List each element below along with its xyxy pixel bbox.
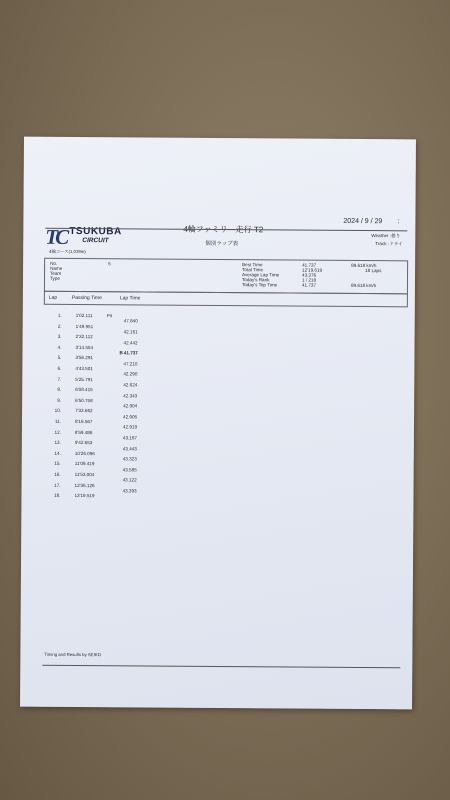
lap-time-value: 42.919 — [122, 424, 138, 430]
lap-time-value: 43.443 — [122, 445, 137, 451]
lap-number: 6. — [57, 365, 62, 371]
label-team: Team — [50, 270, 62, 276]
passing-time: 7'33.662 — [75, 408, 93, 414]
footer-rule — [42, 665, 400, 668]
passing-time: 13'19.519 — [74, 493, 95, 499]
driver-info-box — [44, 258, 408, 295]
lap-time — [124, 340, 138, 345]
footer-credit: Timing and Results by SEIKO — [44, 651, 102, 658]
lap-number: 9. — [57, 397, 62, 403]
logo-mark: TC — [45, 224, 67, 249]
lap-number: 4. — [57, 344, 62, 350]
passing-time: 4'43.501 — [75, 366, 93, 372]
lap-number: 12. — [54, 429, 61, 435]
pit-marker: Pit — [106, 313, 113, 319]
lap-time-value: 47.840 — [123, 318, 138, 324]
lap-number: 10. — [54, 408, 62, 414]
car-number: 5 — [108, 261, 111, 267]
passing-time: 11'53.004 — [74, 472, 95, 478]
label-best-time: Best Time — [242, 262, 263, 268]
course-name: 4輪コース(1,039m) — [49, 248, 86, 255]
todays-rank-value: 1 / 218 — [301, 277, 317, 283]
passing-time: 6'08.415 — [75, 387, 93, 393]
logo-text-tsukuba: TSUKUBA — [69, 225, 122, 238]
passing-time: 3'56.291 — [75, 355, 93, 361]
passing-time: 5'25.791 — [75, 376, 93, 382]
lap-time-value: 43.393 — [122, 488, 137, 494]
label-name: Name — [50, 265, 63, 271]
lap-number: 7. — [57, 376, 62, 382]
lap-number: 5. — [57, 355, 62, 361]
passing-time: 9'42.653 — [74, 440, 93, 446]
lap-time — [124, 329, 138, 334]
total-time-value: 12'19.619 — [302, 267, 323, 273]
top-speed-value: 89.618 km/h — [350, 282, 377, 289]
lap-number: 8. — [57, 387, 62, 393]
passing-time: 1'02.111 — [75, 313, 93, 319]
lap-time — [123, 414, 137, 419]
label-no: No. — [50, 260, 58, 266]
lap-number: 18. — [54, 493, 61, 499]
lap-time — [123, 361, 137, 366]
sheet-subtitle: 個別ラップ表 — [205, 240, 239, 248]
lap-time-value: 42.161 — [123, 329, 138, 335]
lap-number: 13. — [54, 440, 61, 446]
weather-label: Weather :曇り — [371, 233, 401, 239]
lap-time — [123, 435, 137, 440]
timing-sheet — [20, 137, 416, 710]
session-date: 2024 / 9 / 29 — [343, 217, 383, 226]
lap-number: 14. — [54, 450, 61, 456]
passing-time: 8'59.486 — [74, 429, 93, 435]
lap-time — [123, 456, 137, 461]
lap-time-value: 41.737 — [123, 350, 138, 356]
lap-time-value: 43.585 — [122, 467, 137, 473]
lap-number: 16. — [54, 471, 61, 477]
lap-number: 3. — [57, 334, 62, 340]
label-average-lap: Average Lap Time — [242, 272, 280, 278]
label-type: Type — [49, 275, 60, 281]
lap-time-value: 43.122 — [122, 477, 137, 483]
passing-time: 2'32.112 — [75, 334, 93, 340]
lap-time — [123, 382, 137, 387]
passing-time: 6'50.758 — [75, 397, 93, 403]
label-todays-rank: Today's Rank — [241, 277, 270, 283]
lap-time-value: 42.442 — [123, 339, 138, 345]
average-lap-value: 43.376 — [302, 272, 317, 278]
lap-time — [123, 393, 137, 398]
best-time-value: 41.737 — [302, 262, 317, 268]
lap-number: 2. — [57, 323, 62, 329]
lap-time — [123, 425, 137, 430]
lap-time-value: 42.290 — [123, 371, 138, 377]
lap-count-value: 18 Laps — [365, 268, 382, 274]
passing-time: 1'49.951 — [75, 323, 94, 329]
lap-time-value: 42.624 — [123, 382, 138, 388]
lap-time-value: 42.343 — [123, 392, 138, 398]
lap-number: 15. — [54, 461, 61, 467]
label-todays-top: Today's Top Time — [241, 282, 278, 288]
lap-number: 17. — [54, 482, 61, 488]
lap-number: 1. — [57, 312, 62, 318]
lap-time — [123, 488, 137, 493]
label-total-time: Total Time — [242, 267, 264, 273]
lap-number: 11. — [54, 418, 62, 424]
lap-time-value: 43.167 — [122, 435, 137, 441]
lap-time-value: 42.905 — [123, 414, 138, 420]
best-lap-marker: B — [119, 350, 123, 356]
passing-time: 8'16.567 — [74, 419, 93, 425]
passing-time: 12'36.126 — [74, 482, 95, 488]
best-lap-time — [119, 350, 137, 355]
passing-time: 10'26.096 — [74, 450, 95, 456]
passing-time: 11'09.419 — [74, 461, 95, 467]
column-passing-time: Passing Time — [71, 294, 102, 302]
todays-top-value: 41.737 — [301, 282, 317, 288]
time-colon: : — [397, 218, 400, 226]
lap-time — [123, 446, 137, 451]
passing-time: 3'14.554 — [75, 344, 94, 350]
logo-text-circuit: CIRCUIT — [82, 237, 109, 245]
lap-table-header — [44, 291, 408, 308]
column-lap-time: Lap Time — [119, 295, 141, 302]
best-speed-value: 89.618 km/h — [351, 262, 377, 269]
column-lap: Lap — [48, 294, 58, 301]
lap-time — [123, 467, 137, 472]
lap-time-value: 42.904 — [123, 403, 138, 409]
lap-time-value: 47.210 — [123, 361, 138, 367]
lap-time — [124, 319, 138, 324]
lap-time — [123, 403, 137, 408]
lap-time — [123, 372, 137, 377]
lap-time — [123, 478, 137, 483]
lap-time-value: 43.323 — [122, 456, 137, 462]
track-condition: Track :ドライ — [375, 241, 403, 247]
